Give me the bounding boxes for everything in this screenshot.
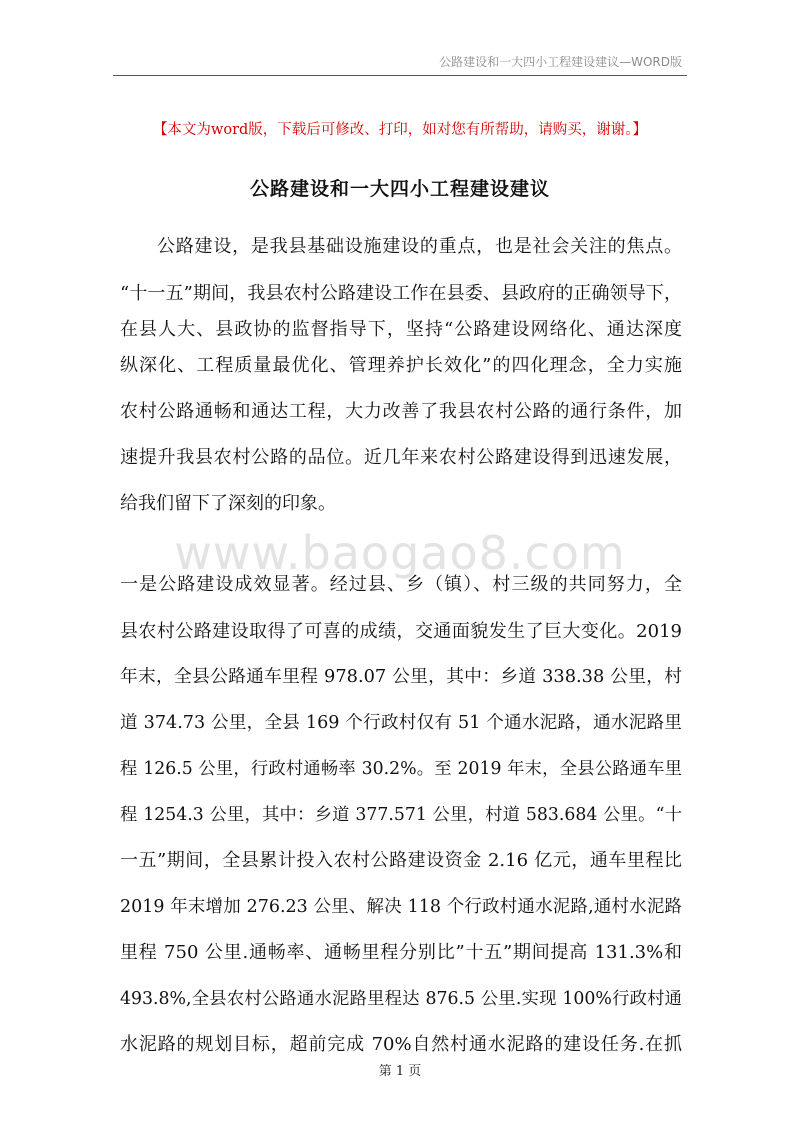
paragraph-line: 2019 年末增加 276.23 公里、解决 118 个行政村通水泥路,通村水泥路 [120, 897, 682, 917]
paragraph-line: 在县人大、县政协的监督指导下，坚持“公路建设网络化、通达深度 [120, 319, 682, 340]
paragraph-line: 给我们留下了深刻的印象。 [120, 493, 336, 514]
header-divider [113, 75, 687, 76]
paragraph-line: 里程 750 公里.通畅率、通畅里程分别比”十五”期间提高 131.3%和 [120, 942, 682, 963]
paragraph-line: 程 126.5 公里，行政村通畅率 30.2%。至 2019 年末，全县公路通车里 [120, 759, 682, 779]
document-title: 公路建设和一大四小工程建设建议 [249, 178, 550, 200]
watermark: www.baogao8.com [174, 526, 626, 580]
paragraph-line: 速提升我县农村公路的品位。近几年来农村公路建设得到迅速发展， [120, 447, 682, 468]
paragraph-line: 道 374.73 公里，全县 169 个行政村仅有 51 个通水泥路，通水泥路里 [120, 713, 682, 733]
paragraph-line: 水泥路的规划目标，超前完成 70%自然村通水泥路的建设任务.在抓 [120, 1034, 682, 1055]
paragraph-line: “十一五”期间，我县农村公路建设工作在县委、县政府的正确领导下， [120, 283, 682, 304]
running-header: 公路建设和一大四小工程建设建议—WORD版 [439, 55, 682, 69]
paragraph-line: 纵深化、工程质量最优化、管理养护长效化”的四化理念，全力实施 [120, 355, 682, 376]
purchase-notice: 【本文为word版，下载后可修改、打印，如对您有所帮助，请购买，谢谢。】 [152, 122, 648, 138]
paragraph-line: 一是公路建设成效显著。经过县、乡（镇）、村三级的共同努力，全 [120, 574, 682, 595]
paragraph-line: 县农村公路建设取得了可喜的成绩，交通面貌发生了巨大变化。2019 [120, 621, 682, 642]
paragraph-line: 公路建设，是我县基础设施建设的重点，也是社会关注的焦点。 [157, 236, 682, 257]
paragraph-line: 一五”期间，全县累计投入农村公路建设资金 2.16 亿元，通车里程比 [120, 850, 682, 871]
paragraph-line: 农村公路通畅和通达工程，大力改善了我县农村公路的通行条件，加 [120, 401, 682, 422]
paragraph-line: 年末，全县公路通车里程 978.07 公里，其中：乡道 338.38 公里，村 [120, 666, 682, 687]
paragraph-line: 程 1254.3 公里，其中：乡道 377.571 公里，村道 583.684 公里。“十 [120, 805, 682, 825]
page-number: 第 1 页 [378, 1064, 422, 1079]
paragraph-line: 493.8%,全县农村公路通水泥路里程达 876.5 公里.实现 100%行政村通 [120, 989, 682, 1009]
